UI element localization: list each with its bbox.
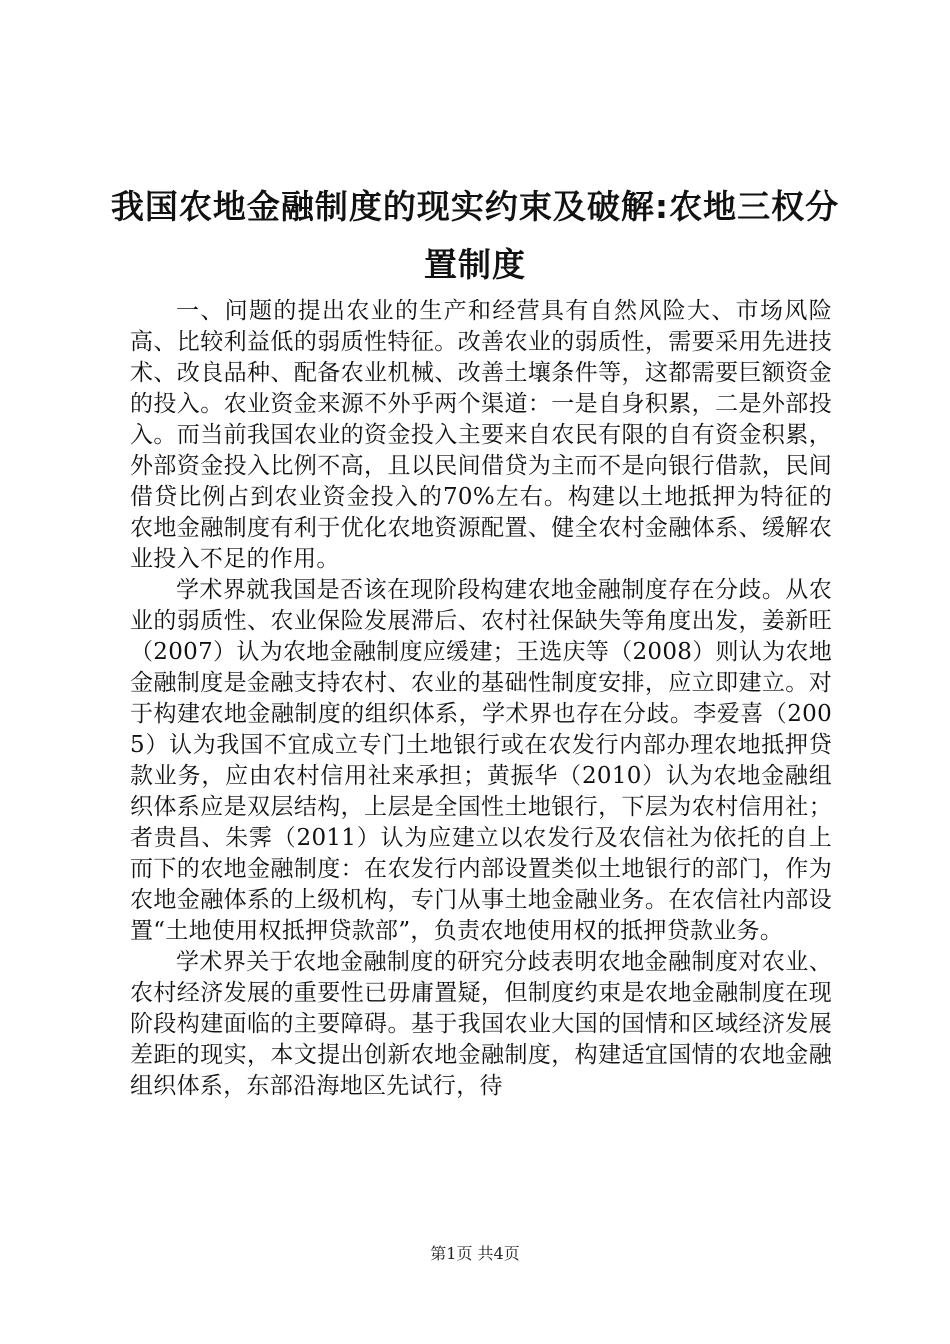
paragraph-3: 学术界关于农地金融制度的研究分歧表明农地金融制度对农业、农村经济发展的重要性已毋庸置疑，但制度约束是农地金融制度在现阶段构建面临的主要障碍。基于我国农业大国的国情和区域经济发展差距的现实，本文提出创新农地金融制度，构建适宜国情的农地金融组织体系，东部沿海地区先试行，待 <box>130 949 832 1099</box>
paragraph-1: 一、问题的提出农业的生产和经营具有自然风险大、市场风险高、比较利益低的弱质性特征。改善农业的弱质性，需要采用先进技术、改良品种、配备农业机械、改善土壤条件等，这都需要巨额资金的投入。农业资金来源不外乎两个渠道：一是自身积累，二是外部投入。而当前我国农业的资金投入主要来自农民有限的自有资金积累，外部资金投入比例不高，且以民间借贷为主而不是向银行借款，民间借贷比例占到农业资金投入的70%左右。构建以土地抵押为特征的农地金融制度有利于优化农地资源配置、健全农村金融体系、缓解农业投入不足的作用。 <box>130 298 832 572</box>
page-number-footer: 第1页 共4页 <box>430 1244 520 1263</box>
document-body <box>130 296 832 1102</box>
document-title: 我国农地金融制度的现实约束及破解:农地三权分置制度 <box>110 187 840 284</box>
paragraph-2: 学术界就我国是否该在现阶段构建农地金融制度存在分歧。从农业的弱质性、农业保险发展滞后、农村社保缺失等角度出发，姜新旺（2007）认为农地金融制度应缓建；王选庆等（2008）则认为农地金融制度是金融支持农村、农业的基础性制度安排，应立即建立。对于构建农地金融制度的组织体系，学术界也存在分歧。李爱喜（2005）认为我国不宜成立专门土地银行或在农发行内部办理农地抵押贷款业务，应由农村信用社来承担；黄振华（2010）认为农地金融组织体系应是双层结构，上层是全国性土地银行，下层为农村信用社；者贵昌、朱霁（2011）认为应建立以农发行及农信社为依托的自上而下的农地金融制度：在农发行内部设置类似土地银行的部门，作为农地金融体系的上级机构，专门从事土地金融业务。在农信社内部设置“土地使用权抵押贷款部”，负责农地使用权的抵押贷款业务。 <box>130 577 832 944</box>
